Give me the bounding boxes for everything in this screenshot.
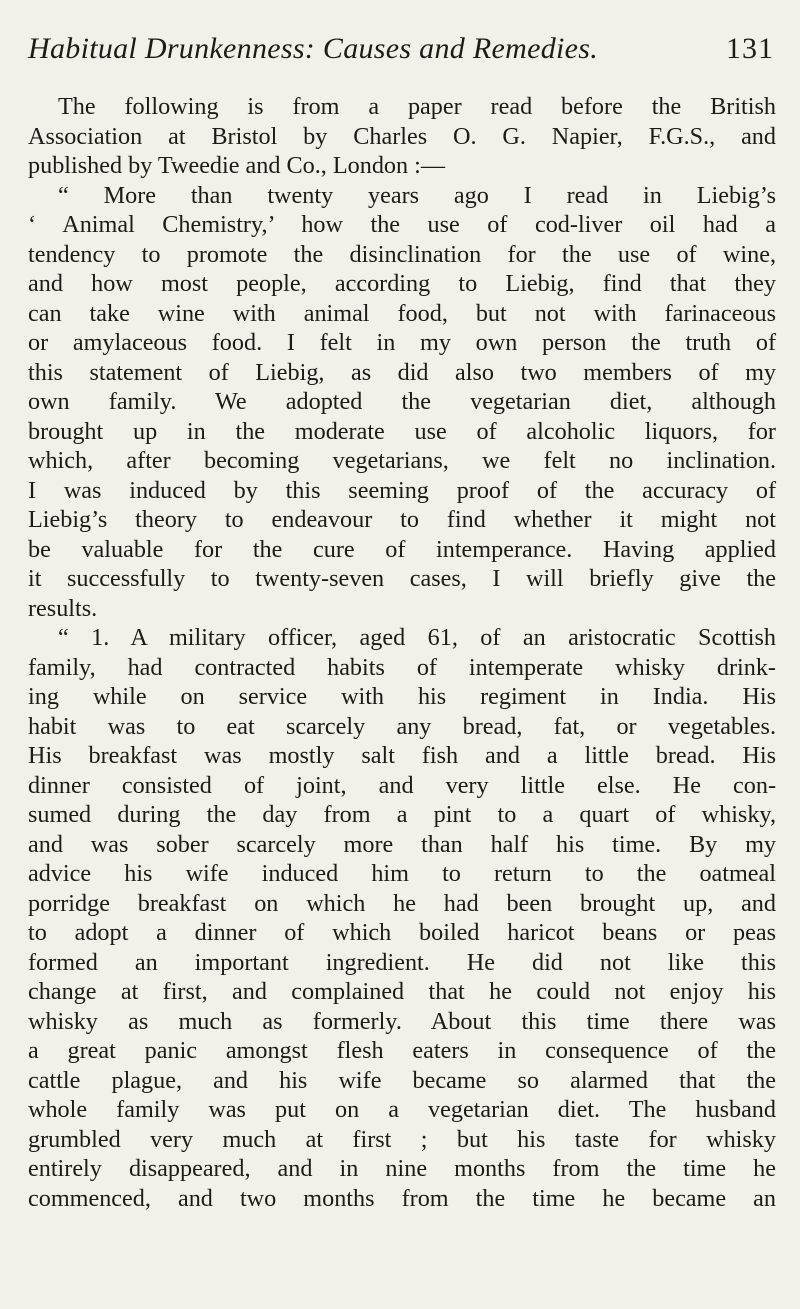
text-line: entirely disappeared, and in nine months from the time he <box>28 1155 776 1182</box>
text-line: dinner consisted of joint, and very little else. He con- <box>28 771 776 799</box>
body-text <box>28 92 776 1213</box>
text-line: own family. We adopted the vegetarian diet, although <box>28 388 776 415</box>
text-line: or amylaceous food. I felt in my own person the truth of <box>28 329 776 356</box>
page-number: 131 <box>726 32 774 65</box>
text-line: it successfully to twenty-seven cases, I will briefly give the <box>28 565 776 592</box>
text-line: and how most people, according to Liebig, find that they <box>28 270 776 297</box>
text-line: ‘ Animal Chemistry,’ how the use of cod-liver oil had a <box>28 211 776 238</box>
text-line: whole family was put on a vegetarian diet. The husband <box>28 1096 776 1123</box>
text-line: Liebig’s theory to endeavour to find whether it might not <box>28 506 776 533</box>
text-line: “ More than twenty years ago I read in Liebig’s <box>58 181 776 209</box>
text-line: grumbled very much at first ; but his taste for whisky <box>28 1125 776 1153</box>
text-line: sumed during the day from a pint to a quart of whisky, <box>28 801 776 828</box>
running-head <box>28 32 774 72</box>
text-line: tendency to promote the disinclination for the use of wine, <box>28 240 776 268</box>
text-line: formed an important ingredient. He did not like this <box>28 948 776 976</box>
text-line: cattle plague, and his wife became so alarmed that the <box>28 1066 776 1094</box>
text-line: brought up in the moderate use of alcoholic liquors, for <box>28 417 776 445</box>
text-line: change at first, and complained that he could not enjoy his <box>28 978 776 1005</box>
text-line: results. <box>28 594 98 622</box>
text-line: I was induced by this seeming proof of the accuracy of <box>28 476 776 504</box>
text-line: whisky as much as formerly. About this time there was <box>28 1007 776 1035</box>
text-line: advice his wife induced him to return to the oatmeal <box>28 860 776 887</box>
text-line: Association at Bristol by Charles O. G. Napier, F.G.S., and <box>28 122 776 150</box>
text-line: can take wine with animal food, but not with farinaceous <box>28 299 776 327</box>
text-line: published by Tweedie and Co., London :— <box>28 152 446 179</box>
text-line: family, had contracted habits of intemperate whisky drink- <box>28 653 776 681</box>
text-line: ing while on service with his regiment in India. His <box>28 683 776 710</box>
text-line: be valuable for the cure of intemperance. Having applied <box>28 535 776 563</box>
text-line: habit was to eat scarcely any bread, fat, or vegetables. <box>28 712 776 740</box>
text-line: “ 1. A military officer, aged 61, of an aristocratic Scottish <box>58 624 776 651</box>
text-line: His breakfast was mostly salt fish and a little bread. His <box>28 742 776 769</box>
text-line: which, after becoming vegetarians, we felt no inclination. <box>28 447 776 474</box>
text-line: The following is from a paper read before the British <box>58 93 776 120</box>
text-line: and was sober scarcely more than half his time. By my <box>28 830 776 858</box>
text-line: to adopt a dinner of which boiled haricot beans or peas <box>28 919 776 946</box>
text-line: porridge breakfast on which he had been brought up, and <box>28 889 776 917</box>
running-title: Habitual Drunkenness: Causes and Remedies. <box>28 32 599 65</box>
text-line: a great panic amongst flesh eaters in consequence of the <box>28 1037 776 1064</box>
text-line: commenced, and two months from the time he became an <box>28 1184 776 1212</box>
text-line: this statement of Liebig, as did also two members of my <box>28 358 776 386</box>
